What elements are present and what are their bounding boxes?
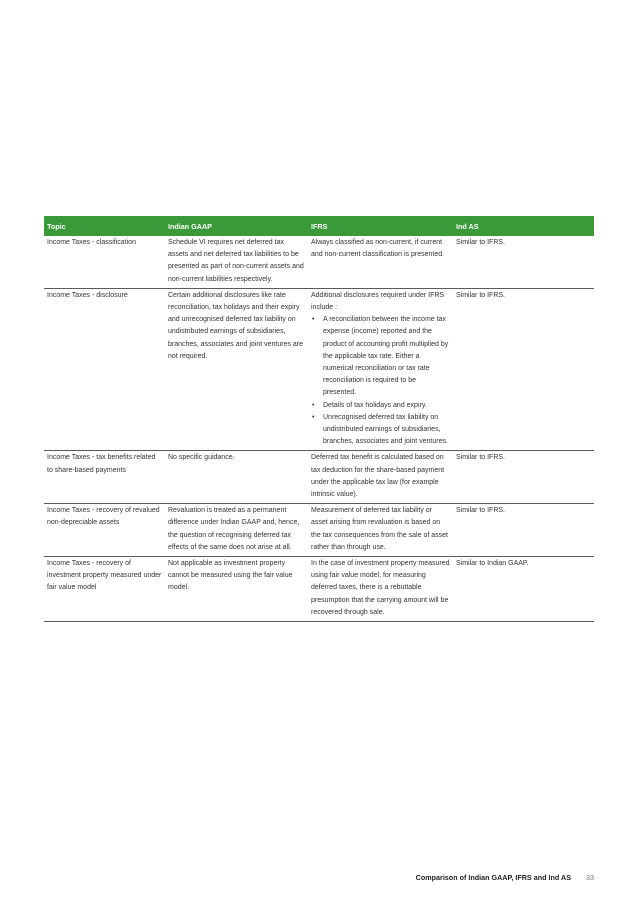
cell-ind-as: Similar to Indian GAAP. xyxy=(453,557,594,622)
header-topic: Topic xyxy=(44,216,165,236)
cell-indian-gaap: No specific guidance. xyxy=(165,451,308,504)
cell-ifrs: In the case of investment property measured using fair value model, for measuring deferred taxes, there is a rebuttable presumption that the carrying amount will be recovered through sale. xyxy=(308,557,453,622)
list-item: • Details of tax holidays and expiry. xyxy=(311,400,450,412)
cell-ifrs: Measurement of deferred tax liability or asset arising from revaluation is based on the tax consequences from the sale of asset rather than through use. xyxy=(308,504,453,557)
cell-ind-as: Similar to IFRS. xyxy=(453,288,594,451)
header-ind-as: Ind AS xyxy=(453,216,594,236)
table-header-row xyxy=(44,216,594,236)
cell-ind-as: Similar to IFRS. xyxy=(453,451,594,504)
table-row xyxy=(44,288,594,451)
cell-indian-gaap: Certain additional disclosures like rate reconciliation, tax holidays and their expiry and unrecognised deferred tax liability on undistributed earnings of subsidiaries, branches, associates and joint ventures are not required. xyxy=(165,288,308,451)
cell-topic: Income Taxes - disclosure xyxy=(44,288,165,451)
table-row xyxy=(44,557,594,622)
cell-indian-gaap: Revaluation is treated as a permanent difference under Indian GAAP and, hence, the question of recognising deferred tax effects of the same does not arise at all. xyxy=(165,504,308,557)
comparison-table-wrapper xyxy=(44,216,594,622)
cell-ind-as: Similar to IFRS. xyxy=(453,504,594,557)
cell-topic: Income Taxes - recovery of revalued non-depreciable assets xyxy=(44,504,165,557)
table-row xyxy=(44,451,594,504)
page-footer xyxy=(0,871,638,885)
cell-indian-gaap: Schedule VI requires net deferred tax assets and net deferred tax liabilities to be presented as part of non-current assets and non-current liabilities respectively. xyxy=(165,236,308,288)
list-item: • A reconciliation between the income tax expense (income) reported and the product of accounting profit multiplied by the applicable tax rate. Either a numerical reconciliation or tax rate reconciliation is required to be presented. xyxy=(311,314,450,399)
cell-topic: Income Taxes - classification xyxy=(44,236,165,288)
ifrs-intro: Additional disclosures required under IFRS include : xyxy=(311,291,445,312)
cell-ifrs xyxy=(308,288,453,451)
cell-topic: Income Taxes - recovery of investment property measured under fair value model xyxy=(44,557,165,622)
cell-topic: Income Taxes - tax benefits related to share-based payments xyxy=(44,451,165,504)
cell-ind-as: Similar to IFRS. xyxy=(453,236,594,288)
table-row xyxy=(44,504,594,557)
comparison-table xyxy=(44,216,594,622)
table-row xyxy=(44,236,594,288)
cell-ifrs: Deferred tax benefit is calculated based on tax deduction for the share-based payment under the applicable tax law (for example intrinsic value). xyxy=(308,451,453,504)
cell-indian-gaap: Not applicable as investment property cannot be measured using the fair value model. xyxy=(165,557,308,622)
page-number: 33 xyxy=(586,873,594,882)
header-indian-gaap: Indian GAAP xyxy=(165,216,308,236)
header-ifrs: IFRS xyxy=(308,216,453,236)
footer-title: Comparison of Indian GAAP, IFRS and Ind AS xyxy=(415,873,571,882)
cell-ifrs: Always classified as non-current, if current and non-current classification is presented. xyxy=(308,236,453,288)
ifrs-bullet-list xyxy=(311,314,450,448)
list-item: • Unrecognised deferred tax liability on undistributed earnings of subsidiaries, branches, associates and joint ventures. xyxy=(311,412,450,449)
